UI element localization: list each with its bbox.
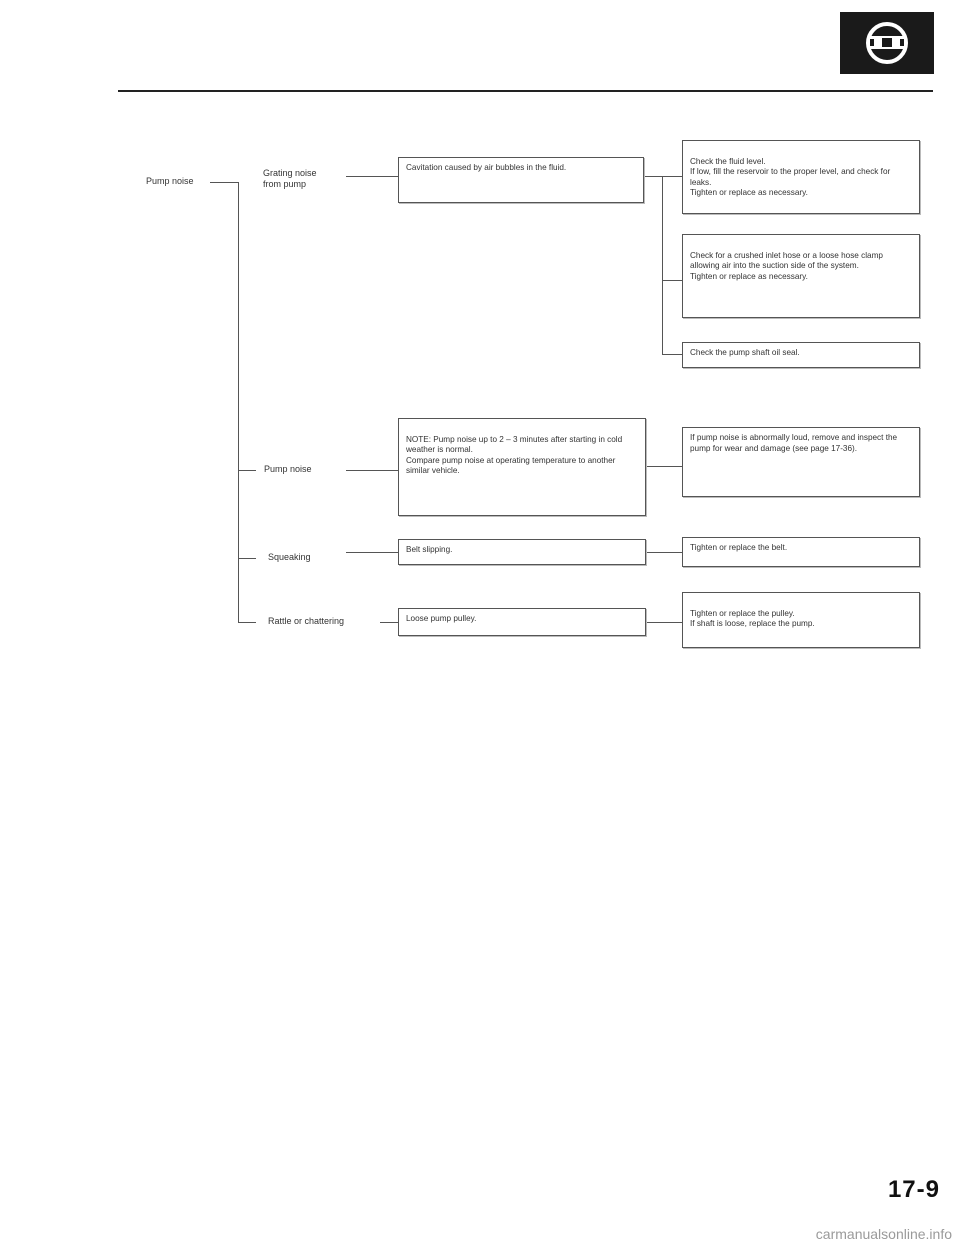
remedy-belt-text: Tighten or replace the belt.	[690, 543, 788, 552]
cause-grating-noise: Grating noise from pump	[263, 168, 317, 189]
note-box	[398, 418, 646, 516]
remedy-inlet-hose-box	[682, 234, 920, 318]
cause-pump-noise: Pump noise	[264, 464, 312, 474]
connector	[346, 176, 398, 177]
connector	[346, 470, 398, 471]
remedy-fluid-level-box	[682, 140, 920, 214]
page-number: 17-9	[887, 1176, 940, 1203]
trunk-line	[238, 182, 239, 622]
connector	[662, 354, 682, 355]
connector	[644, 176, 682, 177]
remedy-shaft-seal-text: Check the pump shaft oil seal.	[690, 348, 800, 357]
steering-section-logo	[840, 12, 934, 74]
connector	[662, 280, 682, 281]
diagnosis-pulley-box	[398, 608, 646, 636]
connector	[210, 182, 238, 183]
watermark: carmanualsonline.info	[815, 1226, 952, 1242]
connector	[238, 622, 256, 623]
connector	[238, 470, 256, 471]
symptom-label: Pump noise	[146, 176, 194, 186]
remedy-abnormal-noise-text: If pump noise is abnormally loud, remove and inspect the pump for wear and damage (see page 17-36).	[690, 433, 898, 453]
remedy-belt-box	[682, 537, 920, 567]
remedy-abnormal-noise-box	[682, 427, 920, 497]
cause-squeaking: Squeaking	[268, 552, 311, 562]
connector	[646, 466, 682, 467]
remedy-shaft-seal-box	[682, 342, 920, 368]
connector	[646, 552, 682, 553]
diagnosis-pulley-text: Loose pump pulley.	[406, 614, 477, 623]
steering-wheel-icon	[855, 19, 919, 67]
connector	[646, 622, 682, 623]
branch-line	[662, 176, 663, 354]
diagnosis-belt-text: Belt slipping.	[406, 545, 453, 554]
remedy-inlet-hose-text: Check for a crushed inlet hose or a loose hose clamp allowing air into the suction side of the system. Tighten or replace as necessary.	[690, 250, 883, 281]
connector	[238, 558, 256, 559]
remedy-pulley-box	[682, 592, 920, 648]
remedy-pulley-text: Tighten or replace the pulley. If shaft is loose, replace the pump.	[690, 608, 815, 628]
diagnosis-cavitation-box	[398, 157, 644, 203]
diagnosis-cavitation-text: Cavitation caused by air bubbles in the fluid.	[406, 163, 567, 172]
cause-rattle: Rattle or chattering	[268, 616, 345, 626]
connector	[346, 552, 398, 553]
note-text: NOTE: Pump noise up to 2 – 3 minutes after starting in cold weather is normal. Compare pump noise at operating temperature to another similar vehicle.	[406, 434, 623, 475]
diagnosis-belt-box	[398, 539, 646, 565]
connector	[380, 622, 398, 623]
header-rule	[118, 90, 933, 92]
remedy-fluid-level-text: Check the fluid level. If low, fill the reservoir to the proper level, and check for leaks. Tighten or replace as necessary.	[690, 156, 891, 197]
